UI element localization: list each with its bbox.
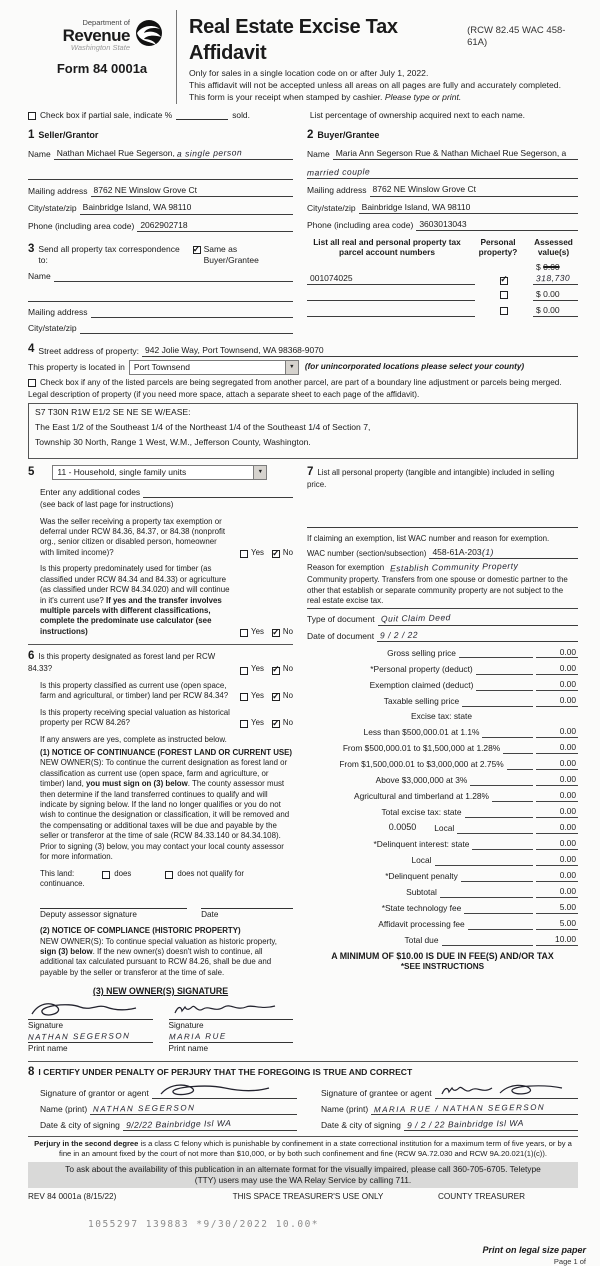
new-owner-1-print-field[interactable]: NATHAN SEGERSON (28, 1031, 153, 1043)
assessed-value-field-3[interactable]: $ 0.00 (533, 305, 578, 317)
section-4-number: 4 (28, 342, 35, 355)
new-owner-1-signature-field[interactable] (28, 1000, 153, 1020)
fee-label: Subtotal (406, 886, 437, 897)
fee-label: From $500,000.01 to $1,500,000 at 1.28% (342, 742, 501, 753)
buyer-city-field[interactable]: Bainbridge Island, WA 98110 (359, 202, 578, 214)
seller-name-label: Name (28, 149, 51, 160)
subtitle-3: This form is your receipt when stamped by cashier. Please type or print. (189, 92, 462, 103)
assessed-value-col-header: Assessed value(s) (534, 236, 573, 258)
date-of-document-label: Date of document (307, 630, 375, 641)
timber-no-checkbox[interactable] (272, 629, 280, 637)
personal-property-list-field[interactable] (307, 517, 578, 528)
revenue-swirl-icon (132, 18, 166, 55)
additional-codes-label: Enter any additional codes (40, 487, 141, 498)
if-any-note: If any answers are yes, complete as instructed below. (40, 734, 227, 744)
see-back-note: (see back of last page for instructions) (40, 500, 174, 510)
deputy-date-label: Date (201, 910, 219, 920)
notice1-title: (1) NOTICE OF CONTINUANCE (FOREST LAND OR CURRENT USE) (40, 747, 293, 757)
new-owner-signature-title: (3) NEW OWNER(S) SIGNATURE (92, 986, 229, 997)
same-as-buyer-label: Same as Buyer/Grantee (203, 243, 259, 265)
new-owner-1-signature-scribble (28, 999, 140, 1019)
fee-value: 0.00 (536, 726, 578, 738)
grantor-date-city-label: Date & city of signing (40, 1120, 120, 1131)
reason-exemption-field[interactable]: Establish Community Property (390, 560, 519, 574)
exemption-question: Was the seller receiving a property tax exemption or deferral under RCW 84.36, 84.37, or 84.38 (nonprofit org., senior citizen or disabled person, homeowner with limited income)? (40, 516, 226, 557)
subtitle-1: Only for sales in a single location code on or after July 1, 2022. (189, 68, 429, 78)
fee-value: 0.00 (536, 647, 578, 659)
county-treasurer-label: COUNTY TREASURER (438, 1191, 526, 1201)
assessed-value-field-1[interactable]: $ 0.00 318,730 (533, 262, 578, 285)
fee-label: Above $3,000,000 at 3% (375, 774, 468, 785)
fee-label: Less than $500,000.01 at 1.1% (363, 726, 480, 737)
fee-value: 10.00 (536, 934, 578, 946)
page-title: Real Estate Excise Tax Affidavit (189, 16, 398, 64)
current-use-question: Is this property classified as current use (open space, farm and agricultural, or timber) land per RCW 84.34? (40, 680, 229, 701)
reason-exemption-label: Reason for exemption (307, 562, 385, 572)
notice2-title: (2) NOTICE OF COMPLIANCE (HISTORIC PROPERTY) (40, 926, 241, 936)
seller-heading: Seller/Grantor (38, 130, 99, 141)
county-dropdown[interactable]: Port Townsend ▼ (129, 360, 299, 375)
parcel-col-header: List all real and personal property tax parcel account numbers (313, 236, 461, 258)
land-use-dropdown-arrow-icon[interactable] (253, 466, 266, 479)
perjury-note: Perjury in the second degree is a class C felony which is punishable by confinement in a state correctional institution for a maximum term of five years, or by a fine in an amount fixed by the court of not more than $10,000, or by both such confinement and fine (RCW 9A.72.030 and RCW 9A.20.021(1)(c)). (28, 1136, 578, 1159)
print-name-label-2: Print name (168, 1044, 209, 1054)
fee-label: Exemption claimed (deduct) (369, 679, 474, 690)
print-legal-size-note: Print on legal size paper (482, 1244, 586, 1255)
buyer-name-field[interactable]: Maria Ann Segerson Rue & Nathan Michael Rue Segerson, a (333, 148, 578, 160)
forest-yes-checkbox[interactable] (240, 667, 248, 675)
subtitle-2: This affidavit will not be accepted unless all areas on all pages are fully and accurately completed. (189, 80, 561, 91)
buyer-city-label: City/state/zip (307, 202, 356, 213)
page-number: Page 1 of (553, 1256, 586, 1266)
corr-city-field[interactable] (80, 323, 293, 334)
fee-label: *Delinquent penalty (385, 870, 458, 881)
forest-land-question: 6 Is this property designated as forest land per RCW 84.33? (28, 650, 216, 674)
notice1-body: NEW OWNER(S): To continue the current designation as forest land or classification as current use (open space, farm and agriculture, or timber) land, you must sign on (3) below. The county assessor must then determine if the land transferred continues to qualify and will indicate by signing below. If the land no longer qualifies or you do not wish to continue the designation or classification, it will be removed and the compensating or additional taxes will be due and payable by the seller or transferor at the time of sale (RCW 84.33.140 or 84.34.108). Prior to signing (3) below, you may contact your local county assessor for more information. (40, 758, 290, 862)
grantor-date-city-field[interactable]: 9/2/22 Bainbridge Isl WA (123, 1119, 297, 1131)
certify-title: I CERTIFY UNDER PENALTY OF PERJURY THAT THE FOREGOING IS TRUE AND CORRECT (38, 1066, 413, 1077)
street-address-label: Street address of property: (38, 345, 140, 356)
does-label: does (114, 868, 132, 878)
fee-label: Gross selling price (387, 647, 456, 658)
fee-label: Affidavit processing fee (378, 918, 465, 929)
grantor-name-print-label: Name (print) (40, 1104, 88, 1115)
grantee-signature-field[interactable] (435, 1082, 578, 1099)
fee-label: *Personal property (deduct) (370, 663, 473, 674)
personal-property-list-label: 7 List all personal property (tangible and intangible) included in selling price. (307, 466, 555, 490)
legal-description-box[interactable] (28, 403, 578, 459)
does-not-checkbox[interactable] (165, 871, 173, 879)
seller-phone-field[interactable]: 2062902718 (137, 220, 293, 232)
grantee-name-print-field[interactable]: MARIA RUE / NATHAN SEGERSON (371, 1103, 578, 1115)
affidavit-page: Department of Revenue Washington State Form 84 0001a Real Estate Excise Tax Affidavit (RCW 82.45 WAC 458-61A) Only for sales in a single location code on or after July 1, 2022. This affidavit will not be accepted unless all areas on all pages are fully and accurately completed. This form is your receipt when stamped by cashier. Please type or print. Check box if partial sale, indicate % sold. List percentage of ownership acquired next to each name. 1 Seller/Grantor Name Nathan Michael Rue Segerson, a single person Mailing address 8762 NE Winslow Grove Ct City/state/zip Bainbridge Island, WA 98110 Phone (including area code) 2062902718 3 Send all property tax correspondence to: ✓ Same as Buyer/Grantee Name Mailing address City/state/zip 2 Buyer/Grantee Name Maria Ann Segerson Rue & Nathan Michael Rue Segerson, a married couple Mailing address 8762 NE Winslow Grove Ct City/state/zip Bainbridge Island, WA 98110 Phone (including area code) 3603013043 List all real and personal property tax parcel account numbers Personal property? Assessed value(s) 001074025 ✓ $ 0.00 318,730 $ 0.00 $ 0.00 4 Street address of property: 942 Jolie Way, Port Townsend, WA 98368-9070 This property is located in Port Townsend ▼ (for unincorporated locations please select your county) Check box if any of the listed parcels are being segregated from another parcel, are part of a boundary line adjustment or parcels being merged. Legal description of property (if you need more space, attach a separate sheet to each page of the affidavit). S7 T30N R1W E1/2 SE NE SE W/EASE: The East 1/2 of the Southeast 1/4 of the Northeast 1/4 of the Southeast 1/4 of Section 7, Township 30 North, Range 1 West, W.M., Jefferson County, Washington. 5 11 - Household, single family units ▼ Enter any additional codes (see back of last page for instructions) Was the seller receiving a property tax exemption or deferral under RCW 84.36, 84.37, or 84.38 (nonprofit org., senior citizen or disabled person, homeowner with limited income)? Yes ✓ No Is this property predominately used for timber (as classified under RCW 84.34 and 84.33) or agriculture (as classified under RCW 84.34.020) and will continue in it's current use? If yes and the transfer involves multiple parcels with different classifications, complete the predominate use calculator (see instructions) Yes ✓ No 6 Is this property designated as forest land per RCW 84.33? Yes ✓ No Is this property classified as current use (open space, farm and agricultural, or timber) land per RCW 84.34? Yes ✓ No Is this property receiving special valuation as historical property per RCW 84.26? Yes ✓ No If any answers are yes, complete as instructed below. (1) NOTICE OF CONTINUANCE (FOREST LAND OR CURRENT USE) NEW OWNER(S): To continue the current designation as forest land or classification as current use (open space, farm and agriculture, or timber) land, you must sign on (3) below. The county assessor must then determine if the land transferred continues to qualify and will indicate by signing below. If the land no longer qualifies or you do not wish to continue the designation or classification, it will be removed and the compensating or additional taxes will be due and payable by the seller or transferor at the time of sale (RCW 84.33.140 or 84.34.108). Prior to signing (3) below, you may contact your local county assessor for more information. This land: does does not qualify for continuance. Deputy assessor signature Date (2) NOTICE OF COMPLIANCE (HISTORIC PROPERTY) NEW OWNER(S): To continue special valuation as historic property, sign (3) below. If the new owner(s) doesn't wish to continue, all additional tax calculated pursuant to RCW 84.26, shall be due and payable by the seller or transferor at the time of sale. (3) NEW OWNER(S) SIGNATURE Signature NATHAN SEGERSON Print name Signature MARIA RUE Print name 7 List all personal property (tangible and intangible) included in selling price. If claiming an exemption, list WAC number and reason for exemption. WAC number (section/subsection) 458-61A-203(1) Reason for exemption Establish Community Property Community property. Transfers from one spouse or domestic partner to the other that establish or separate community property are not subject to the real estate excise tax. Type of document Quit Claim Deed Date of document 9 / 2 / 22 Gross selling price 0.00 *Personal property (deduct) 0.00 Exemption claimed (deduct) 0.00 Taxable selling price 0.00 Excise tax: state Less than $500,000.01 at 1.1% 0.00 From $500,000.01 to $1,500,000 at 1.28% 0.00 From $1,500,000.01 to $3,000,000 at 2.75% 0.00 Above $3,000,000 at 3% 0.00 Agricultural and timberland at 1.28% 0.00 Total excise tax: state 0.00 0.0050 Local 0.00 *Delinquent interest: state 0.00 Local 0.00 *Delinquent penalty 0.00 Subtotal 0.00 *State technology fee 5.00 Affidavit processing fee 5.00 Total due 10.00 A MINIMUM OF $10.00 IS DUE IN FEE(S) AND/OR TAX *SEE INSTRUCTIONS 8 I CERTIFY UNDER PENALTY OF PERJURY THAT THE FOREGOING IS TRUE AND CORRECT Signature of grantor or agent Name (print) NATHAN SEGERSON Date & city of signing 9/2/22 Bainbridge Isl WA Signature of grantee or agent Name (print) MARIA RUE / NATHAN SEGERSON Date & city of signing 9 / 2 / 22 Bainbridge Isl WA Perjury in the second degree is a class C felony which is punishable by confinement in a state correctional institution for a maximum term of five years, or by a fine in an amount fixed by the court of not more than $10,000, or by both such confinement and fine (RCW 9A.72.030 and RCW 9A.20.021(1)(c)). To ask about the availability of this publication in an alternate format for the visually impaired, please call 360-705-6705. Teletype (TTY) users may use the WA Relay Service by calling 711. REV 84 0001a (8/15/22) THIS SPACE TREASURER'S USE ONLY COUNTY TREASURER 1055297 139883 *9/30/2022 10.00* Print on legal size paper Page 1 of (0, 0, 600, 1266)
rcw-reference: (RCW 82.45 WAC 458-61A) (467, 25, 566, 49)
seller-city-field[interactable]: Bainbridge Island, WA 98110 (80, 202, 293, 214)
assessed-value-field-2[interactable]: $ 0.00 (533, 289, 578, 301)
seller-phone-label: Phone (including area code) (28, 220, 135, 231)
grantee-signature-scribble (438, 1082, 568, 1098)
fee-value: 5.00 (536, 902, 578, 914)
fee-value: 0.00 (536, 663, 578, 675)
sold-label: sold. (232, 109, 250, 120)
fee-value: 0.00 (536, 679, 578, 691)
personal-property-checkbox-2[interactable] (500, 291, 508, 299)
print-name-label-1: Print name (28, 1044, 68, 1054)
fee-value: 0.00 (536, 758, 578, 770)
fee-value: 0.00 (536, 854, 578, 866)
local-rate-value: 0.0050 (388, 821, 417, 832)
section-5-number: 5 (28, 466, 35, 479)
fee-value: 0.00 (536, 774, 578, 786)
segregated-checkbox[interactable] (28, 379, 36, 387)
revenue-wordmark: Revenue (62, 25, 130, 45)
seller-name-field-2[interactable] (28, 169, 293, 180)
fee-section-label: Excise tax: state (411, 710, 472, 721)
minimum-due-note: A MINIMUM OF $10.00 IS DUE IN FEE(S) AND/OR TAX (331, 950, 554, 961)
see-instructions-note: *SEE INSTRUCTIONS (400, 962, 485, 972)
buyer-name-label: Name (307, 149, 330, 160)
timber-yes-checkbox[interactable] (240, 629, 248, 637)
buyer-address-label: Mailing address (307, 185, 367, 196)
cashier-stamp: 1055297 139883 *9/30/2022 10.00* (88, 1218, 320, 1230)
date-of-document-field[interactable]: 9 / 2 / 22 (377, 630, 578, 642)
deputy-assessor-signature-field[interactable] (40, 901, 187, 909)
corr-name-label: Name (28, 270, 51, 281)
section-3-number: 3 (28, 242, 35, 255)
legal-line-2: The East 1/2 of the Southeast 1/4 of the Northeast 1/4 of the Southeast 1/4 of Section 7, (35, 422, 371, 433)
type-of-document-field[interactable]: Quit Claim Deed (378, 613, 578, 625)
wac-number-label: WAC number (section/subsection) (307, 548, 427, 558)
grantor-name-print-field[interactable]: NATHAN SEGERSON (90, 1103, 297, 1115)
corr-city-label: City/state/zip (28, 322, 77, 333)
buyer-phone-field[interactable]: 3603013043 (416, 219, 578, 231)
fee-label: Total excise tax: state (381, 806, 462, 817)
legal-line-3: Township 30 North, Range 1 West, W.M., Jefferson County, Washington. (35, 437, 311, 448)
fee-label: From $1,500,000.01 to $3,000,000 at 2.75% (339, 758, 504, 769)
form-header (28, 10, 578, 104)
fee-label: Total due (404, 934, 439, 945)
does-not-label: does not qualify for (177, 868, 245, 878)
parcel-number-field-2[interactable] (307, 290, 475, 301)
fee-value: 0.00 (536, 806, 578, 818)
buyer-address-field[interactable]: 8762 NE Winslow Grove Ct (370, 184, 578, 196)
fee-value: 0.00 (536, 838, 578, 850)
county-dropdown-arrow-icon[interactable] (285, 361, 298, 374)
fee-value: 0.00 (536, 742, 578, 754)
fee-value: 5.00 (536, 918, 578, 930)
parcel-number-field-1[interactable]: 001074025 (307, 273, 475, 285)
fee-value: 0.00 (536, 870, 578, 882)
timber-question: Is this property predominately used for timber (as classified under RCW 84.34 and 84.33) or agriculture (as classified under RCW 84.34.020) and will continue in it's current use? If yes and the transfer involves multiple parcels with different classifications, complete the predominate use calculator (see instructions) (40, 564, 230, 636)
corr-address-field[interactable] (91, 307, 293, 318)
section-6-number: 6 (28, 650, 35, 663)
correspondence-label: Send all property tax correspondence to: (38, 243, 180, 265)
currentuse-yes-checkbox[interactable] (240, 693, 248, 701)
section-1-number: 1 (28, 129, 35, 142)
fee-value: 0.00 (536, 790, 578, 802)
fee-label: *State technology fee (381, 902, 462, 913)
parcel-number-field-3[interactable] (307, 306, 475, 317)
partial-sale-percent-field[interactable] (176, 110, 228, 120)
historic-question: Is this property receiving special valuation as historical property per RCW 84.26? (40, 707, 230, 728)
rev-form-id: REV 84 0001a (8/15/22) (28, 1191, 117, 1201)
buyer-name-field-2[interactable]: married couple (307, 167, 578, 179)
legal-description-label: Legal description of property (if you need more space, attach a separate sheet to each page of the affidavit). (28, 390, 420, 400)
located-in-label: This property is located in (28, 361, 125, 372)
personal-property-checkbox-3[interactable] (500, 307, 508, 315)
signature-label-2: Signature (168, 1020, 204, 1030)
fee-label: Local (411, 854, 432, 865)
fee-table (307, 647, 578, 946)
seller-city-label: City/state/zip (28, 203, 77, 214)
unincorporated-note: (for unincorporated locations please select your county) (304, 361, 525, 371)
exemption-no-checkbox[interactable] (272, 550, 280, 558)
land-use-dropdown[interactable]: 11 - Household, single family units ▼ (52, 465, 267, 480)
grantor-signature-label: Signature of grantor or agent (40, 1087, 149, 1098)
corr-address-label: Mailing address (28, 306, 88, 317)
alternate-format-note: To ask about the availability of this publication in an alternate format for the visually impaired, please call 360-705-6705. Teletype (TTY) users may use the WA Relay Service by calling 711. (28, 1162, 578, 1188)
fee-label: Agricultural and timberland at 1.28% (354, 790, 490, 801)
forest-no-checkbox[interactable] (272, 667, 280, 675)
notice2-body: NEW OWNER(S): To continue special valuation as historic property, sign (3) below. If the new owner(s) doesn't wish to continue, all additional tax calculated pursuant to RCW 84.26, shall be due and payable by the seller or transferor at the time of sale. (40, 936, 277, 977)
grantee-signature-label: Signature of grantee or agent (321, 1087, 432, 1098)
seller-address-field[interactable]: 8762 NE Winslow Grove Ct (91, 185, 293, 197)
currentuse-no-checkbox[interactable] (272, 693, 280, 701)
historic-yes-checkbox[interactable] (240, 720, 248, 728)
dept-of-label: Department of (82, 18, 130, 27)
this-land-label: This land: (40, 868, 75, 878)
partial-sale-label: Check box if partial sale, indicate % (40, 109, 173, 120)
grantee-date-city-label: Date & city of signing (321, 1120, 401, 1131)
exemption-reason-text: Community property. Transfers from one spouse or domestic partner to the other that establish or separate community property are not subject to the real estate excise tax. (307, 575, 578, 609)
deputy-assessor-label: Deputy assessor signature (40, 910, 137, 920)
fee-value: 0.00 (536, 886, 578, 898)
segregated-label: Check box if any of the listed parcels are being segregated from another parcel, are part of a boundary line adjustment or parcels being merged. (40, 377, 562, 387)
exemption-yes-checkbox[interactable] (240, 550, 248, 558)
grantee-date-city-field[interactable]: 9 / 2 / 22 Bainbridge Isl WA (404, 1119, 578, 1131)
dor-logo-block (28, 10, 176, 104)
corr-name-field[interactable] (54, 271, 293, 282)
additional-codes-field[interactable] (143, 487, 293, 498)
section-2-number: 2 (307, 129, 314, 142)
fee-value: 0.00 (536, 695, 578, 707)
grantee-name-print-label: Name (print) (321, 1104, 369, 1115)
does-checkbox[interactable] (102, 871, 110, 879)
same-as-buyer-checkbox[interactable] (193, 246, 201, 254)
deputy-date-field[interactable] (201, 901, 293, 909)
section-7-number: 7 (307, 466, 314, 479)
corr-name-field-2[interactable] (28, 291, 293, 302)
street-address-field[interactable]: 942 Jolie Way, Port Townsend, WA 98368-9070 (142, 345, 578, 357)
grantor-signature-field[interactable] (152, 1082, 297, 1099)
legal-line-1: S7 T30N R1W E1/2 SE NE SE W/EASE: (35, 407, 191, 418)
personal-property-checkbox-1[interactable] (500, 277, 508, 285)
ownership-note: List percentage of ownership acquired next to each name. (309, 109, 526, 120)
buyer-heading: Buyer/Grantee (317, 130, 380, 141)
exemption-note: If claiming an exemption, list WAC number and reason for exemption. (307, 533, 550, 543)
section-8-number: 8 (28, 1065, 35, 1078)
signature-label-1: Signature (28, 1020, 64, 1030)
historic-no-checkbox[interactable] (272, 720, 280, 728)
seller-address-label: Mailing address (28, 186, 88, 197)
personal-property-col-header: Personal property? (478, 236, 518, 258)
washington-state-label: Washington State (70, 43, 130, 53)
buyer-phone-label: Phone (including area code) (307, 219, 414, 230)
fee-label: Local (434, 822, 455, 833)
seller-name-field[interactable]: Nathan Michael Rue Segerson, a single person (54, 148, 293, 160)
fee-label: Taxable selling price (383, 695, 460, 706)
type-of-document-label: Type of document (307, 614, 375, 625)
fee-label: *Delinquent interest: state (373, 838, 470, 849)
wac-number-field[interactable]: 458-61A-203(1) (429, 547, 578, 559)
continuance-label: continuance. (40, 879, 85, 889)
new-owner-2-signature-scribble (169, 999, 281, 1019)
form-number: Form 84 0001a (56, 61, 148, 77)
new-owner-2-signature-field[interactable] (169, 1000, 294, 1020)
treasurer-use-label: THIS SPACE TREASURER'S USE ONLY (232, 1191, 384, 1201)
new-owner-2-print-field[interactable]: MARIA RUE (169, 1031, 294, 1043)
fee-value: 0.00 (536, 822, 578, 834)
grantor-signature-scribble (155, 1082, 275, 1098)
partial-sale-checkbox[interactable] (28, 112, 36, 120)
